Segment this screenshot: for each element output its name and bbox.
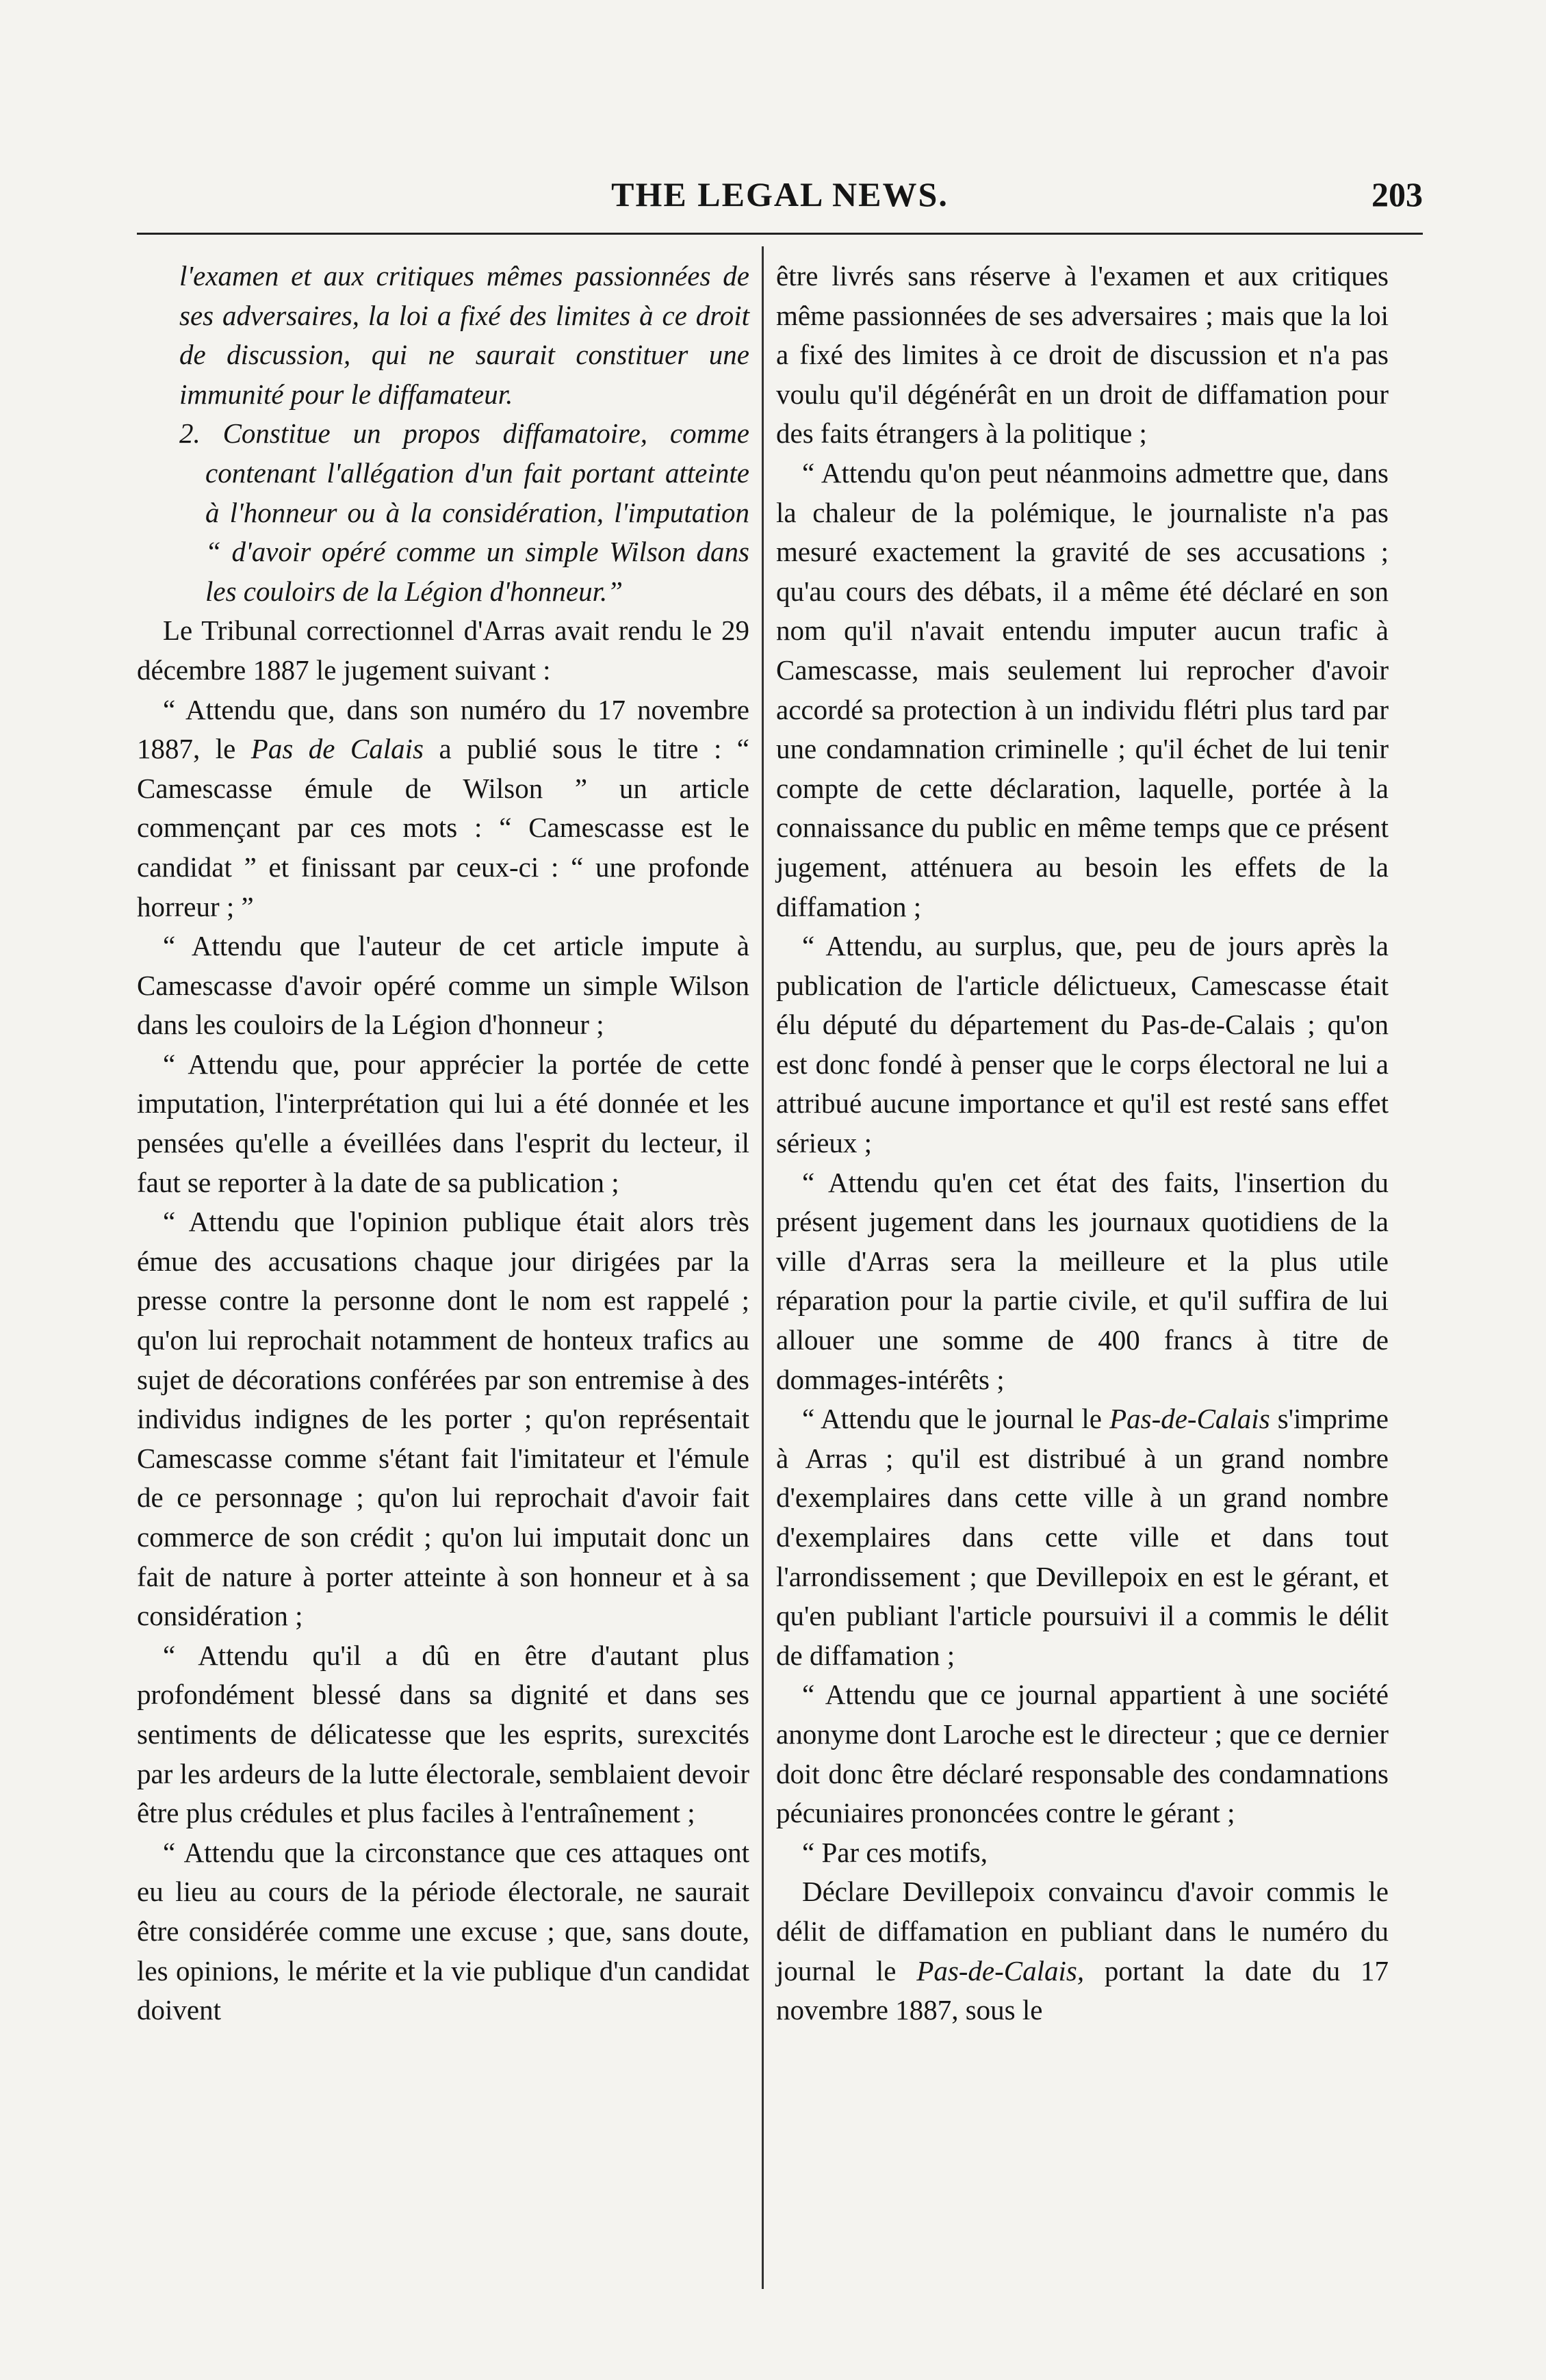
page-header [137, 174, 1423, 222]
paragraph: “ Attendu qu'en cet état des faits, l'insertion du présent jugement dans les journaux quotidiens de la ville d'Arras sera la meilleure et la plus utile réparation pour la partie civile, et qu'il suffira de lui allouer une somme de 400 francs à titre de dommages-intérêts ; [776, 1166, 1389, 1395]
paragraph: “ Attendu que ce journal appartient à une société anonyme dont Laroche est le directeur ; que ce dernier doit donc être déclaré responsable des condamnations pécuniaires prononcées contre le gérant ; [776, 1679, 1389, 1829]
paragraph [776, 1872, 1389, 2030]
left-column [137, 257, 749, 2030]
paragraph-text: “ Attendu que le journal le [802, 1403, 1102, 1435]
summary-point-1-continued: l'examen et aux critiques mêmes passionnées de ses adversaires, la loi a fixé des limites à ce droit de discussion, qui ne saurait constituer une immunité pour le diffamateur. [179, 260, 749, 410]
paragraph-text: Déclare Devillepoix convaincu d'avoir commis le délit de diffamation en publiant dans le numéro du journal le [776, 1876, 1389, 1987]
left-body-text [137, 611, 749, 2030]
paragraph-text: portant la date du 17 novembre 1887, sous le [776, 1954, 1389, 2026]
right-column [776, 257, 1389, 2030]
summary-point-2-text: Constitue un propos diffamatoire, comme contenant l'allégation d'un fait portant atteinte à l'honneur ou à la considération, l'imputation “ d'avoir opéré comme un simple Wilson dans les couloirs de la Légion d'honneur.” [205, 417, 750, 607]
paragraph-text: “ Attendu que, dans son numéro du 17 novembre 1887, le [137, 693, 749, 765]
paragraph: “ Attendu, au surplus, que, peu de jours après la publication de l'article délictueux, Camescasse était élu député du département du Pas-de-Calais ; qu'on est donc fondé à penser que le corps électoral ne lui a attribué aucune importance et qu'il est resté sans effet sérieux ; [776, 930, 1389, 1159]
paragraph: Le Tribunal correctionnel d'Arras avait rendu le 29 décembre 1887 le jugement suivant : [137, 615, 749, 686]
paragraph: “ Attendu que la circonstance que ces attaques ont eu lieu au cours de la période électorale, ne saurait être considérée comme une excuse ; que, sans doute, les opinions, le mérite et la vie publique d'un candidat doivent [137, 1836, 749, 2026]
paragraph-text: s'imprime à Arras ; qu'il est distribué à un grand nombre d'exemplaires dans cette ville à un grand nombre d'exemplaires dans cette ville et dans tout l'arrondissement ; que Devillepoix en est le gérant, et qu'en publiant l'article poursuivi il a commis le délit de diffamation ; [776, 1403, 1389, 1671]
journal-name: Pas-de-Calais, [916, 1954, 1085, 1987]
paragraph-text: a publié sous le titre : “ Camescasse émule de Wilson ” un article commençant par ces mots : “ Camescasse est le candidat ” et finissant par ceux-ci : “ une profonde horreur ; ” [137, 733, 749, 922]
case-summary [137, 257, 749, 611]
paragraph [776, 1399, 1389, 1675]
journal-name: Pas de Calais [250, 733, 424, 765]
paragraph: “ Attendu qu'on peut néanmoins admettre que, dans la chaleur de la polémique, le journaliste n'a pas mesuré exactement la gravité de ses accusations ; qu'au cours des débats, il a même été déclaré en son nom qu'il n'avait entendu imputer aucun trafic à Camescasse, mais seulement lui reprocher d'avoir accordé sa protection à un individu flétri plus tard par une condamnation criminelle ; qu'il échet de lui tenir compte de cette déclaration, laquelle, portée à la connaissance du public en même temps que ce présent jugement, atténuera au besoin les effets de la diffamation ; [776, 456, 1389, 922]
paragraph: “ Attendu que l'auteur de cet article impute à Camescasse d'avoir opéré comme un simple Wilson dans les couloirs de la Légion d'honneur ; [137, 930, 749, 1041]
column-rule [762, 246, 764, 2289]
summary-point-2 [137, 414, 749, 611]
paragraph: “ Attendu qu'il a dû en être d'autant plus profondément blessé dans sa dignité et dans ses sentiments de délicatesse que les esprits, surexcités par les ardeurs de la lutte électorale, semblaient devoir être plus crédules et plus faciles à l'entraînement ; [137, 1639, 749, 1829]
running-title: THE LEGAL NEWS. [611, 175, 949, 214]
header-rule [137, 233, 1423, 235]
right-body-text [776, 257, 1389, 2030]
paragraph: “ Par ces motifs, [802, 1836, 988, 1868]
journal-name: Pas-de-Calais [1109, 1403, 1270, 1435]
paragraph: être livrés sans réserve à l'examen et aux critiques même passionnées de ses adversaires ; mais que la loi a fixé des limites à ce droit de discussion et n'a pas voulu qu'il dégénérât en un droit de diffamation pour des faits étrangers à la politique ; [776, 260, 1389, 450]
summary-point-2-number: 2. [179, 417, 201, 450]
paragraph: “ Attendu que l'opinion publique était alors très émue des accusations chaque jour dirigées par la presse contre la personne dont le nom est rappelé ; qu'on lui reprochait notamment de honteux trafics au sujet de décorations conférées par son entremise à des individus indignes de les porter ; qu'on représentait Camescasse comme s'étant fait l'imitateur et l'émule de ce personnage ; qu'on lui reprochait d'avoir fait commerce de son crédit ; qu'on lui imputait donc un fait de nature à porter atteinte à son honneur et à sa considération ; [137, 1206, 749, 1632]
page-number: 203 [1371, 175, 1423, 214]
paragraph [137, 690, 749, 927]
paragraph: “ Attendu que, pour apprécier la portée de cette imputation, l'interprétation qui lui a été donnée et les pensées qu'elle a éveillées dans l'esprit du lecteur, il faut se reporter à la date de sa publication ; [137, 1048, 749, 1198]
